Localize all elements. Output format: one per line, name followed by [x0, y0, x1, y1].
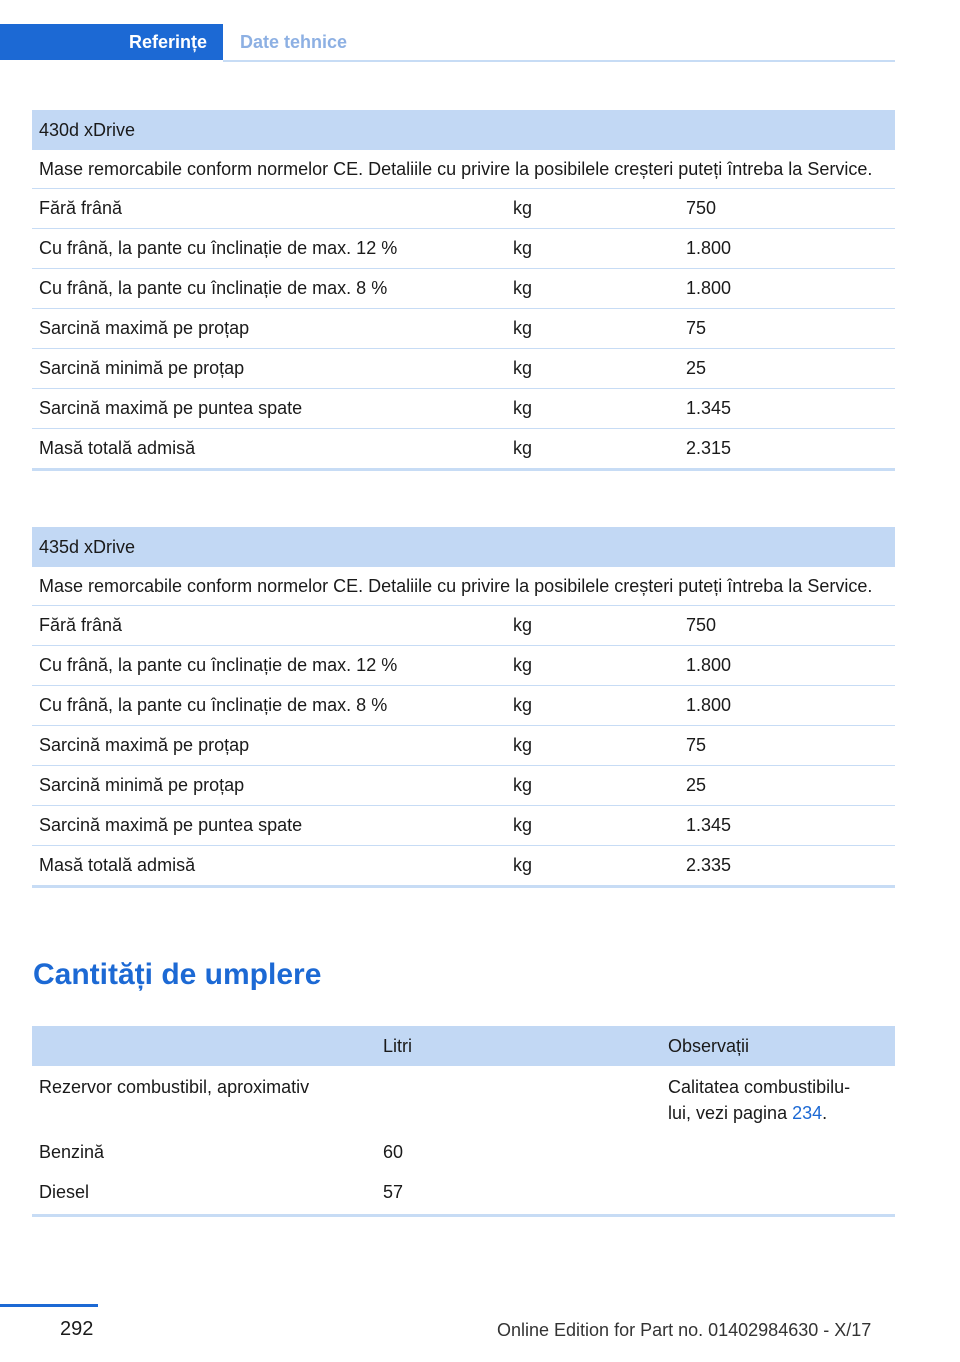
row-label: Cu frână, la pante cu înclinație de max. 12 %	[39, 655, 398, 675]
note-suffix: .	[822, 1103, 828, 1123]
row-label: Sarcină minimă pe proțap	[39, 358, 245, 378]
table-row	[32, 269, 895, 309]
row-value: 2.335	[686, 855, 732, 875]
table-row	[32, 389, 895, 429]
table-row	[32, 1066, 895, 1132]
fill-quantities-table	[32, 1026, 895, 1217]
table-model-header: 435d xDrive	[32, 527, 895, 567]
weights-table-435d	[32, 527, 895, 888]
table-note: Mase remorcabile conform normelor CE. Detaliile cu privire la posibilele creșteri puteți întreba la Service.	[32, 150, 895, 189]
table-row	[32, 1172, 895, 1212]
row-value: 1.345	[686, 815, 732, 835]
row-label: Sarcină maximă pe proțap	[39, 735, 250, 755]
page-number: 292	[60, 1318, 94, 1340]
section-title: Cantități de umplere	[33, 958, 322, 991]
row-label: Masă totală admisă	[39, 438, 196, 458]
header-notes: Observații	[668, 1035, 750, 1056]
row-value: 1.800	[686, 238, 732, 258]
row-label: Sarcină maximă pe puntea spate	[39, 815, 303, 835]
row-label: Fără frână	[39, 198, 123, 218]
tab-underline	[223, 60, 895, 62]
table-row	[32, 766, 895, 806]
row-label: Fără frână	[39, 615, 123, 635]
page-number-bar	[0, 1304, 98, 1307]
table-row	[32, 726, 895, 766]
row-unit: kg	[513, 815, 533, 835]
row-value: 1.800	[686, 655, 732, 675]
table-row	[32, 686, 895, 726]
table-row	[32, 646, 895, 686]
row-value: 750	[686, 615, 717, 635]
row-label: Masă totală admisă	[39, 855, 196, 875]
tab-referinte[interactable]: Referințe	[0, 24, 223, 60]
table-row	[32, 189, 895, 229]
table-end-rule	[32, 1214, 895, 1217]
row-label: Rezervor combustibil, aproximativ	[39, 1077, 310, 1097]
row-liters: 60	[383, 1142, 404, 1162]
row-unit: kg	[513, 238, 533, 258]
row-unit: kg	[513, 318, 533, 338]
table-model-header: 430d xDrive	[32, 110, 895, 150]
row-unit: kg	[513, 735, 533, 755]
row-value: 25	[686, 775, 707, 795]
row-value: 1.345	[686, 398, 732, 418]
row-unit: kg	[513, 655, 533, 675]
row-unit: kg	[513, 615, 533, 635]
row-label: Sarcină maximă pe puntea spate	[39, 398, 303, 418]
page-link[interactable]: 234	[792, 1103, 823, 1123]
row-value: 1.800	[686, 278, 732, 298]
table-row	[32, 349, 895, 389]
row-label: Cu frână, la pante cu înclinație de max. 8 %	[39, 695, 388, 715]
table-row	[32, 606, 895, 646]
row-unit: kg	[513, 358, 533, 378]
weights-table-430d	[32, 110, 895, 471]
row-value: 750	[686, 198, 717, 218]
row-value: 75	[686, 318, 707, 338]
row-unit: kg	[513, 278, 533, 298]
header-liters: Litri	[383, 1035, 413, 1056]
table-row	[32, 429, 895, 471]
row-label: Diesel	[39, 1182, 90, 1202]
row-label: Cu frână, la pante cu înclinație de max. 12 %	[39, 238, 398, 258]
row-unit: kg	[513, 855, 533, 875]
header-tabs	[0, 24, 895, 62]
table-row	[32, 1132, 895, 1172]
row-value: 1.800	[686, 695, 732, 715]
table-row	[32, 806, 895, 846]
row-unit: kg	[513, 775, 533, 795]
row-note: Calitatea combustibilu- lui, vezi pagina 234.	[668, 1077, 851, 1123]
row-unit: kg	[513, 695, 533, 715]
row-unit: kg	[513, 398, 533, 418]
row-label: Sarcină maximă pe proțap	[39, 318, 250, 338]
tab-date-tehnice[interactable]: Date tehnice	[223, 24, 895, 60]
row-label: Benzină	[39, 1142, 105, 1162]
row-unit: kg	[513, 438, 533, 458]
row-label: Cu frână, la pante cu înclinație de max. 8 %	[39, 278, 388, 298]
row-value: 75	[686, 735, 707, 755]
table-note: Mase remorcabile conform normelor CE. Detaliile cu privire la posibilele creșteri puteți întreba la Service.	[32, 567, 895, 606]
table-row	[32, 229, 895, 269]
row-value: 25	[686, 358, 707, 378]
row-value: 2.315	[686, 438, 732, 458]
row-unit: kg	[513, 198, 533, 218]
row-liters	[376, 1074, 661, 1132]
edition-footer: Online Edition for Part no. 01402984630 - X/17	[497, 1320, 872, 1340]
fill-table-header	[32, 1026, 895, 1066]
row-liters: 57	[383, 1182, 404, 1202]
table-row	[32, 846, 895, 888]
row-label: Sarcină minimă pe proțap	[39, 775, 245, 795]
table-row	[32, 309, 895, 349]
